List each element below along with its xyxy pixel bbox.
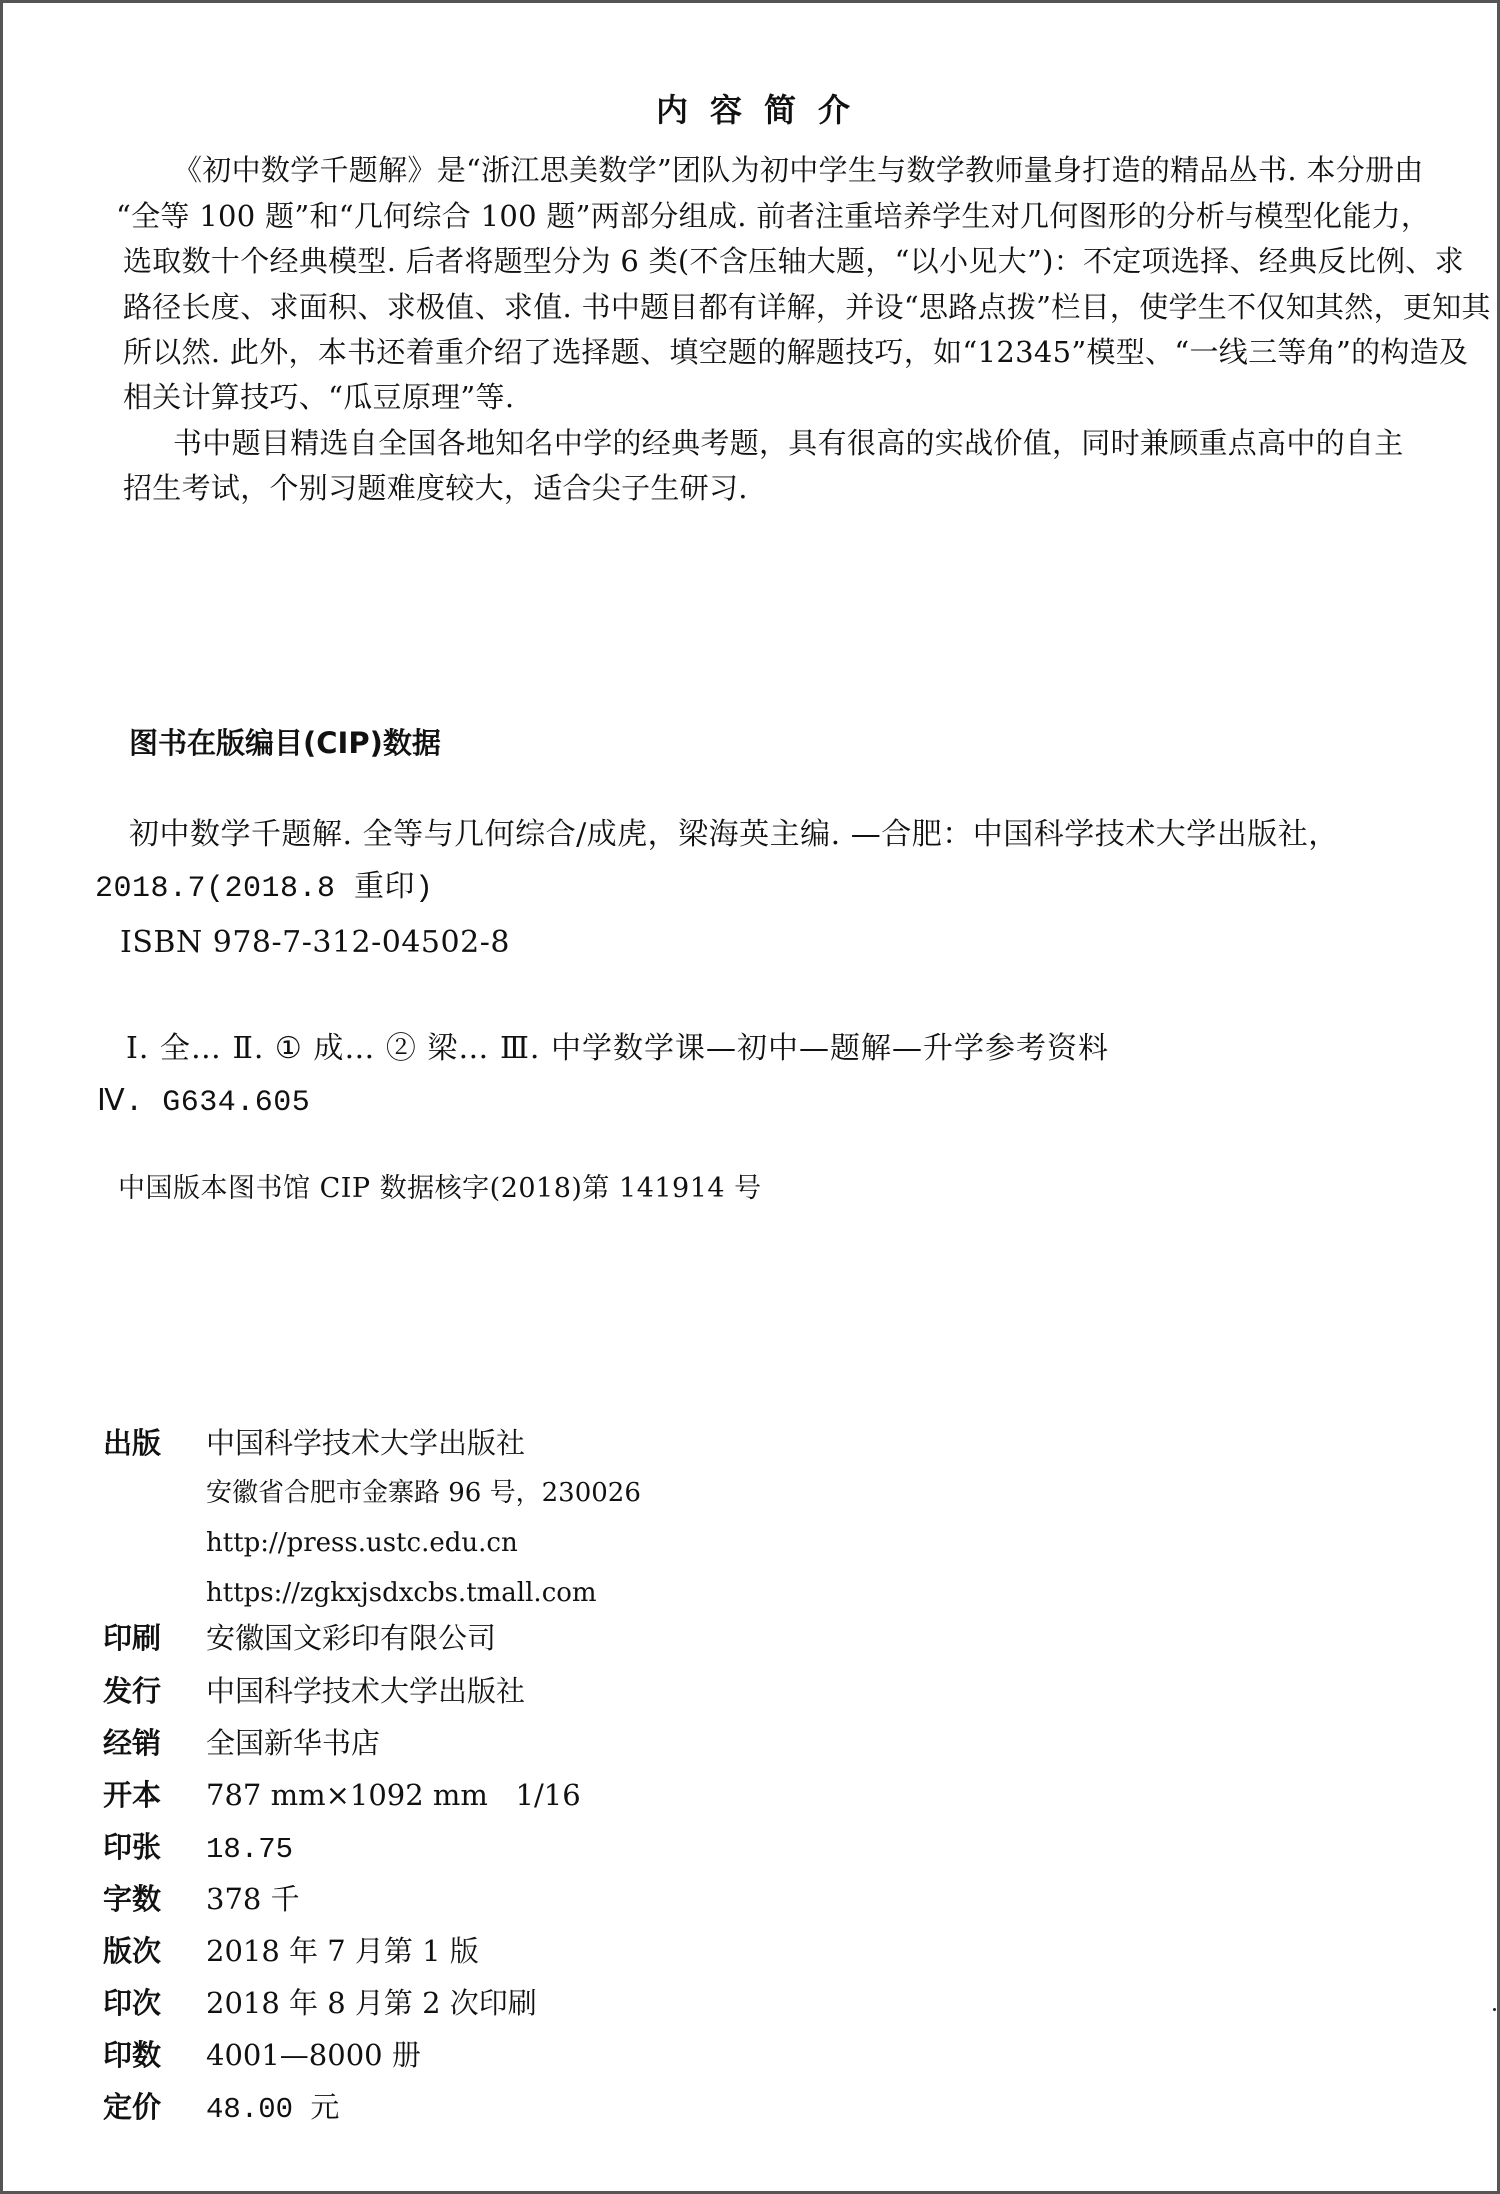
pub-label: 出版 [103,1426,162,1460]
cip-heading: 图书在版编目(CIP)数据 [129,726,441,760]
pub-label: 印数 [103,2038,162,2072]
summary-line: 招生考试，个别习题难度较大，适合尖子生研习. [123,471,748,505]
cip-classification: Ⅰ. 全… Ⅱ. ① 成… ② 梁… Ⅲ. 中学数学课—初中—题解—升学参考资料 [126,1031,1109,1066]
pub-label: 印张 [103,1830,162,1864]
pub-value: 378 千 [206,1882,300,1916]
pub-row-print-run [103,2037,421,2073]
pub-value: 2018 年 8 月第 2 次印刷 [206,1986,537,2020]
pub-value: 中国科学技术大学出版社 [206,1426,526,1460]
publisher-store-link[interactable]: https://zgkxjsdxcbs.tmall.com [206,1578,597,1608]
summary-line: 《初中数学千题解》是“浙江思美数学”团队为初中学生与数学教师量身打造的精品丛书. 本分册由 [173,153,1424,187]
pub-value: 4001—8000 册 [206,2038,421,2072]
scan-speck [1493,2008,1496,2011]
pub-value: 全国新华书店 [206,1726,381,1760]
summary-title: 内容简介 [655,91,872,129]
pub-row-word-count [103,1881,300,1917]
pub-value: 中国科学技术大学出版社 [206,1674,526,1708]
summary-line: 选取数十个经典模型. 后者将题型分为 6 类(不含压轴大题，“以小见大”)：不定项选择、经典反比例、求 [123,244,1464,278]
summary-line: 相关计算技巧、“瓜豆原理”等. [123,380,515,414]
pub-label: 版次 [103,1934,162,1968]
pub-row-format [103,1777,581,1813]
cip-classification: Ⅳ. G634.605 [97,1086,311,1120]
cip-isbn: ISBN 978-7-312-04502-8 [120,925,510,960]
pub-value: 安徽国文彩印有限公司 [206,1621,497,1655]
cip-entry-line: 初中数学千题解. 全等与几何综合/成虎，梁海英主编. —合肥：中国科学技术大学出版社， [129,817,1339,852]
pub-label: 字数 [103,1882,162,1916]
pub-row-publisher [103,1425,525,1461]
pub-row-sheets [103,1829,293,1868]
pub-row-printer [103,1620,496,1656]
publisher-address: 安徽省合肥市金寨路 96 号，230026 [206,1478,641,1508]
pub-value: 18.75 [206,1833,294,1866]
cip-verification: 中国版本图书馆 CIP 数据核字(2018)第 141914 号 [118,1173,762,1204]
summary-line: 所以然. 此外，本书还着重介绍了选择题、填空题的解题技巧，如“12345”模型、“一线三等角”的构造及 [123,335,1469,369]
summary-line: 书中题目精选自全国各地知名中学的经典考题，具有很高的实战价值，同时兼顾重点高中的自主 [173,426,1404,460]
pub-row-seller [103,1725,380,1761]
pub-value: 787 mm×1092 mm 1/16 [206,1778,581,1812]
pub-label: 印次 [103,1986,162,2020]
pub-row-printing [103,1985,537,2021]
summary-line: 路径长度、求面积、求极值、求值. 书中题目都有详解，并设“思路点拨”栏目，使学生不仅知其然，更知其 [123,290,1491,324]
pub-row-distributor [103,1673,525,1709]
pub-row-price [103,2089,339,2128]
pub-value: 48.00 元 [206,2093,340,2126]
pub-label: 定价 [103,2090,162,2124]
pub-label: 经销 [103,1726,162,1760]
pub-label: 印刷 [103,1621,162,1655]
pub-row-edition [103,1933,479,1969]
cip-entry-line: 2018.7(2018.8 重印) [95,872,434,906]
pub-value: 2018 年 7 月第 1 版 [206,1934,479,1968]
pub-label: 开本 [103,1778,162,1812]
publisher-website-link[interactable]: http://press.ustc.edu.cn [206,1528,518,1558]
pub-label: 发行 [103,1674,162,1708]
summary-line: “全等 100 题”和“几何综合 100 题”两部分组成. 前者注重培养学生对几何图形的分析与模型化能力， [116,199,1431,233]
